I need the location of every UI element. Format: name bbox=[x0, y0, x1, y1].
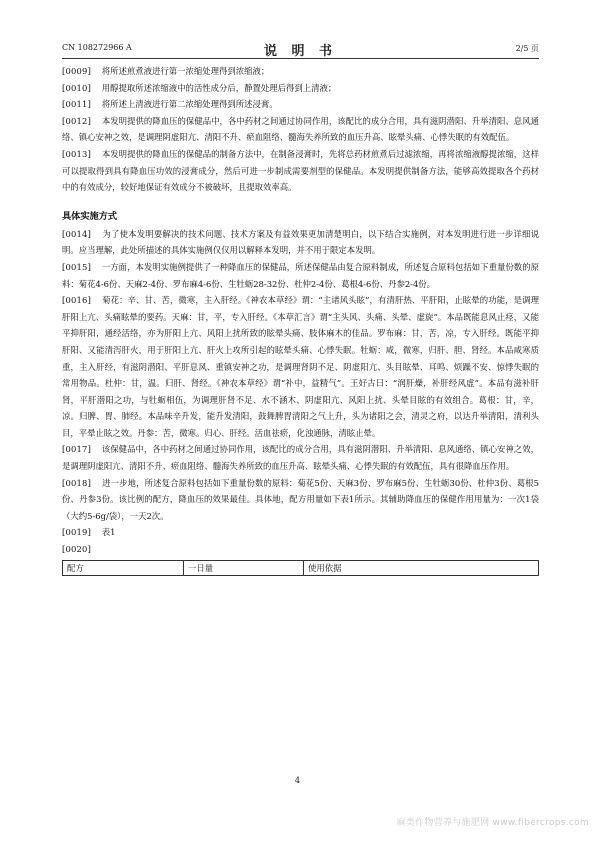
table-caption: 表1 bbox=[101, 527, 116, 538]
paragraph-number: [0017] bbox=[62, 444, 92, 455]
paragraph-0015 bbox=[62, 259, 539, 292]
paragraph-text: 用醇提取所述浓缩液中的活性成分后，静置处理后得到上清液； bbox=[101, 82, 337, 93]
paragraph-0011 bbox=[62, 96, 539, 113]
spacer bbox=[62, 196, 539, 200]
paragraph-number: [0010] bbox=[62, 82, 92, 93]
paragraph-0017 bbox=[62, 441, 539, 474]
paragraph-number: [0011] bbox=[62, 99, 92, 110]
paragraph-0020 bbox=[62, 541, 539, 558]
paragraph-text: 为了使本发明要解决的技术问题、技术方案及有益效果更加清楚明白，以下结合实施例，对本发明进行进一步详细说明。应当理解，此处所描述的具体实施例仅仅用以解释本发明，并不用于限定本发明。 bbox=[62, 228, 539, 256]
formula-table bbox=[62, 560, 539, 576]
paragraph-0009 bbox=[62, 63, 539, 80]
paragraph-text: 将所述上清液进行第二浓缩处理得到所述浸膏。 bbox=[101, 99, 278, 110]
paragraph-text: 菊花：辛、甘、苦，微寒，主入肝经。《神农本草经》谓：“主诸风头眩”，有清肝热、平肝阳，止眩晕的功能，是调理肝阳上亢、头痛眩晕的要药。天麻：甘，平，专入肝经。《本草汇言》谓“主头风、头痛、头晕、虚旋”。本品既能息风止痉，又能平抑肝阳，通经活络，亦为肝阳上亢、风阳上扰所致的眩晕头痛、肢体麻木的佳品。罗布麻：甘，苦，凉，专入肝经。既能平抑肝阳、又能清泻肝火，用于肝阳上亢、肝火上攻所引起的眩晕头痛、心悸失眠。牡蛎：咸，微寒，归肝、胆、肾经。本品咸寒质重，主入肝经，有滋阴潜阳、平肝息风、重镇安神之功，是调理肾阴不足、阴虚阳亢、头目眩晕、耳鸣、烦躁不安、惊悸失眠的常用物品。杜仲：甘，温。归肝、肾经。《神农本草经》谓“补中，益精气”。王好古曰：“润肝燥，补肝经风虚”。本品有滋补肝肾，平肝潜阳之功，与牡蛎相伍，为调理肝肾不足、水不涵木、阴虚阳亢、风阳上扰、头晕目眩的有效组合。葛根：甘，辛，凉。归脾、胃、肺经。本品味辛升发，能升发清阳，鼓舞脾胃清阳之气上升，头为诸阳之会，清灵之府，以达升举清阳，清利头目，平晕止眩之效。丹参：苦，微寒。归心、肝经。活血祛瘀，化浊通脉，清眩止晕。 bbox=[62, 295, 539, 438]
paragraph-number: [0009] bbox=[62, 66, 92, 76]
paragraph-text: 本发明提供的降血压的保健品中，各中药材之间通过协同作用，该配比的成分合用，具有滋阴潜阳、升举清阳、息风通络、镇心安神之效，是调理阴虚阳亢、清阳不升、瘀血阻络、髓海失养所致的血压升高、眩晕头痛、心悸失眠的有效配伍。 bbox=[62, 115, 539, 143]
page-number: 4 bbox=[294, 776, 301, 786]
section-heading: 具体实施方式 bbox=[62, 210, 118, 222]
paragraph-text: 该保健品中，各中药材之间通过协同作用，该配比的成分合用，具有滋阴潜阳、升举清阳、息风通络、镇心安神之效，是调理阴虚阳亢、清阳不升、瘀血阻络、髓海失养所致的血压升高、眩晕头痛、心悸失眠的有效配伍，具有很降血压作用。 bbox=[62, 444, 539, 472]
table-header-cell: 使用依据 bbox=[304, 560, 539, 575]
paragraph-number: [0016] bbox=[62, 295, 92, 306]
document-body bbox=[62, 63, 539, 576]
header-divider bbox=[62, 58, 539, 59]
table-header-cell: 配方 bbox=[63, 560, 184, 575]
paragraph-number: [0018] bbox=[62, 477, 92, 488]
page-indicator: 2/5 页 bbox=[515, 44, 539, 53]
paragraph-text: 进一步地，所述复合原料包括如下重量份数的原料：菊花5份、天麻3份、罗布麻5份、生牡蛎30份、杜仲3份、葛根5份、丹参3份。该比例的配方，降血压的效果最佳。具体地，配方用量如下表1所示。其辅助降血压的保健作用用量为：一次1袋（大约5-6g/袋），一天2次。 bbox=[62, 477, 539, 521]
paragraph-0012 bbox=[62, 113, 539, 146]
paragraph-0019 bbox=[62, 524, 539, 541]
paragraph-text: 一方面，本发明实施例提供了一种降血压的保健品，所述保健品由复合原料制成，所述复合原料包括如下重量份数的原料：菊花4-6份、天麻2-4份、罗布麻4-6份、生牡蛎28-32份、杜仲2-4份、葛根4-6份、丹参2-4份。 bbox=[62, 261, 539, 289]
paragraph-0018 bbox=[62, 475, 539, 525]
patent-number: CN 108272966 A bbox=[62, 43, 132, 52]
paragraph-0014 bbox=[62, 226, 539, 259]
paragraph-number: [0012] bbox=[62, 115, 92, 126]
paragraph-0010 bbox=[62, 80, 539, 97]
paragraph-number: [0014] bbox=[62, 228, 92, 239]
document-title: 说 明 书 bbox=[263, 44, 338, 59]
paragraph-number: [0020] bbox=[62, 544, 92, 555]
table-header-cell: 一日量 bbox=[184, 560, 304, 575]
paragraph-number: [0015] bbox=[62, 261, 92, 272]
paragraph-number: [0013] bbox=[62, 148, 92, 159]
paragraph-text: 本发明提供的降血压的保健品的制备方法中，在制备浸膏时，先将总药材煎煮后过滤浓缩，再将浓缩液醇提浓缩，这样可以提取得到具有降血压功效的浸膏成分，然后可进一步制成需要剂型的保健品。本发明提供制备方法，能够高效提取各个药材中的有效成分，较好地保证有效成分不被破坏，且提取效率高。 bbox=[62, 148, 539, 193]
paragraph-number: [0019] bbox=[62, 527, 92, 538]
watermark: 麻类作物营养与施肥网 www.fibercrops.com bbox=[396, 818, 589, 828]
page-header bbox=[62, 40, 539, 59]
paragraph-0013 bbox=[62, 146, 539, 196]
paragraph-text: 将所述煎煮液进行第一浓缩处理得到浓缩液； bbox=[101, 66, 270, 76]
paragraph-0016 bbox=[62, 292, 539, 441]
table-header-row bbox=[63, 560, 539, 575]
